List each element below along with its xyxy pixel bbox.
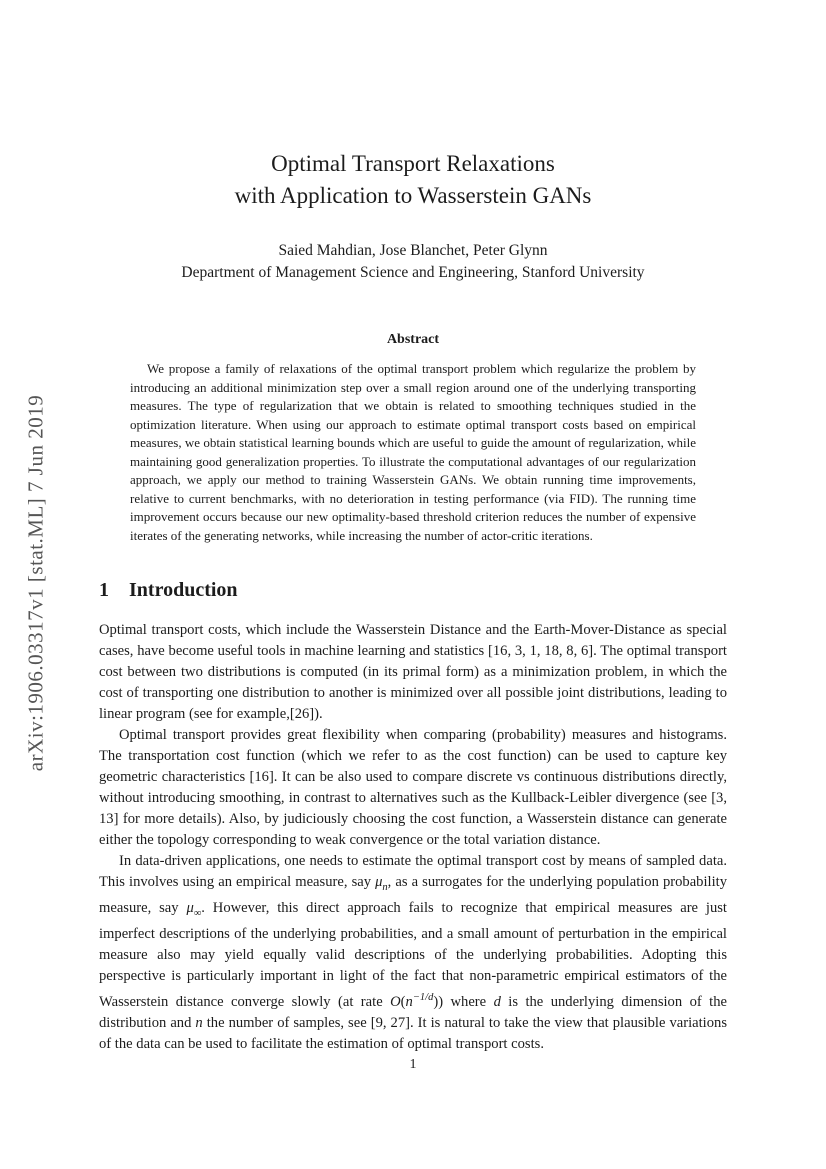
paragraph <box>99 851 727 1055</box>
paragraph-segment: Optimal transport costs, which include the Wasserstein Distance and the Earth-Mover-Distance as special cases, have become useful tools in machine learning and statistics [16, 3, 1, 18, 8, 6]. The optimal transport cost between two distributions is computed (in its primal form) as a minimization problem, in which the cost of transporting one distribution to another is minimized over all possible joint distributions, leading to linear program (see for example,[26]). <box>99 622 727 722</box>
paragraph-segment: , as a surrogates for the underlying population probability measure, say <box>99 874 727 916</box>
page-number: 1 <box>409 1057 417 1072</box>
paragraph-segment: In data-driven applications, one needs to estimate the optimal transport cost by means of sampled data. This involves using an empirical measure, say <box>99 853 727 890</box>
arxiv-stamp: arXiv:1906.03317v1 [stat.ML] 7 Jun 2019 <box>23 394 48 772</box>
paper-title-line-1: Optimal Transport Relaxations <box>271 151 555 176</box>
paragraph <box>99 620 727 725</box>
paragraph-segment: . However, this direct approach fails to recognize that empirical measures are just imperfect descriptions of the underlying probabilities, and a small amount of perturbation in the empirical measure also may yield equally valid descriptions of the underlying probabilities. Adopting this perspective is particularly important in light of the fact that non-parametric empirical estimators of the Wasserstein distance converge slowly (at rate <box>99 899 727 1010</box>
paragraph-segment: d <box>493 993 501 1010</box>
section-title: Introduction <box>129 579 238 601</box>
abstract-text: We propose a family of relaxations of the optimal transport problem which regularize the problem by introducing an additional minimization step over a small region around one of the underlying transporting measures. The type of regularization that we obtain is related to smoothing techniques studied in the optimization literature. When using our approach to estimate optimal transport costs based on empirical measures, we obtain statistical learning bounds which are useful to guide the amount of regularization, while maintaining good generalization properties. To illustrate the computational advantages of our regularization approach, we apply our method to training Wasserstein GANs. We obtain running time improvements, relative to current benchmarks, with no deterioration in testing performance (via FID). The running time improvement occurs because our new optimality-based threshold criterion reduces the number of expensive iterates of the generating networks, while increasing the number of actor-critic iterations. <box>130 361 696 543</box>
paragraph-segment: is the underlying dimension of the distribution and <box>99 993 727 1031</box>
paragraph-segment: )) where <box>433 993 494 1010</box>
section-heading <box>99 579 727 602</box>
paragraph <box>99 725 727 851</box>
paragraph-segment: μ <box>186 899 194 916</box>
abstract-heading: Abstract <box>386 332 440 347</box>
authors-line: Saied Mahdian, Jose Blanchet, Peter Glynn <box>278 242 548 259</box>
paragraph-segment: O <box>390 993 401 1010</box>
paragraph-segment: −1/d <box>412 991 434 1003</box>
paragraph-segment: ∞ <box>193 907 202 919</box>
paper-title <box>99 148 727 212</box>
section-number: 1 <box>99 579 109 601</box>
paragraph-segment: ( <box>400 993 406 1010</box>
paragraphs <box>99 620 727 1055</box>
paragraph-segment: μ <box>375 874 383 890</box>
paragraph-segment: the number of samples, see [9, 27]. It is natural to take the view that plausible variations of the data can be used to facilitate the estimation of optimal transport costs. <box>99 1014 728 1052</box>
paragraph-segment: n <box>195 1014 203 1031</box>
paragraph-segment: n <box>382 881 388 893</box>
affiliation-line: Department of Management Science and Engineering, Stanford University <box>181 264 645 281</box>
paper-title-line-2: with Application to Wasserstein GANs <box>234 183 592 208</box>
paragraph-segment: Optimal transport provides great flexibility when comparing (probability) measures and histograms. The transportation cost function (which we refer to as the cost function) can be used to capture key geometric characteristics [16]. It can be also used to compare discrete vs continuous distributions directly, without introducing smoothing, in contrast to alternatives such as the Kullback-Leibler divergence (see [3, 13] for more details). Also, by judiciously choosing the cost function, a Wasserstein distance can generate either the topology corresponding to weak convergence or the total variation distance. <box>99 727 727 848</box>
paragraph-segment: n <box>405 993 413 1010</box>
